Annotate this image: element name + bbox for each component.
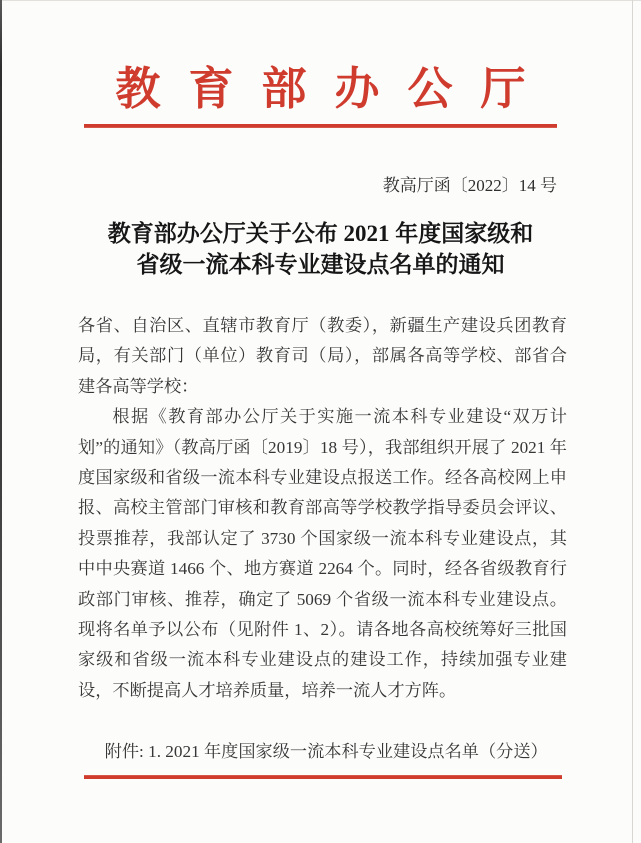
notice-title-line2: 省级一流本科专业建设点名单的通知 (136, 252, 505, 277)
addressee-paragraph: 各省、自治区、直辖市教育厅（教委），新疆生产建设兵团教育局，有关部门（单位）教育司（局），部属各高等学校、部省合建各高等学校： (78, 316, 567, 396)
footer-divider-rule (84, 775, 562, 779)
letterhead-org-name: 教育部办公厅 (115, 64, 554, 114)
page-left-edge (0, 0, 2, 843)
page-right-edge (632, 0, 633, 843)
main-body-paragraph: 根据《教育部办公厅关于实施一流本科专业建设“双万计划”的通知》（教高厅函〔2019〕18 号），我部组织开展了 2021 年度国家级和省级一流本科专业建设点报送工作。经各高校网上申报、高校主管部门审核和教育部高等学校教学指导委员会评议、投票推荐，我部认定了 3730 个国家级一流本科专业建设点，其中中央赛道 1466 个、地方赛道 2264 个。同时，经各省级教育行政部门审核、推荐，确定了 5069 个省级一流本科专业建设点。现将名单予以公布（见附件 1、2）。请各地各高校统筹好三批国家级和省级一流本科专业建设点的建设工作，持续加强专业建设，不断提高人才培养质量，培养一流人才方阵。 (78, 407, 567, 700)
document-reference-number: 教高厅函〔2022〕14 号 (382, 176, 557, 195)
attachment-line: 附件: 1. 2021 年度国家级一流本科专业建设点名单（分送） (104, 742, 548, 761)
letterhead-divider-rule (84, 124, 557, 128)
notice-body (78, 311, 567, 706)
page-top-edge (0, 0, 641, 1)
notice-title (40, 218, 601, 280)
notice-title-line1: 教育部办公厅关于公布 2021 年度国家级和 (107, 221, 534, 246)
